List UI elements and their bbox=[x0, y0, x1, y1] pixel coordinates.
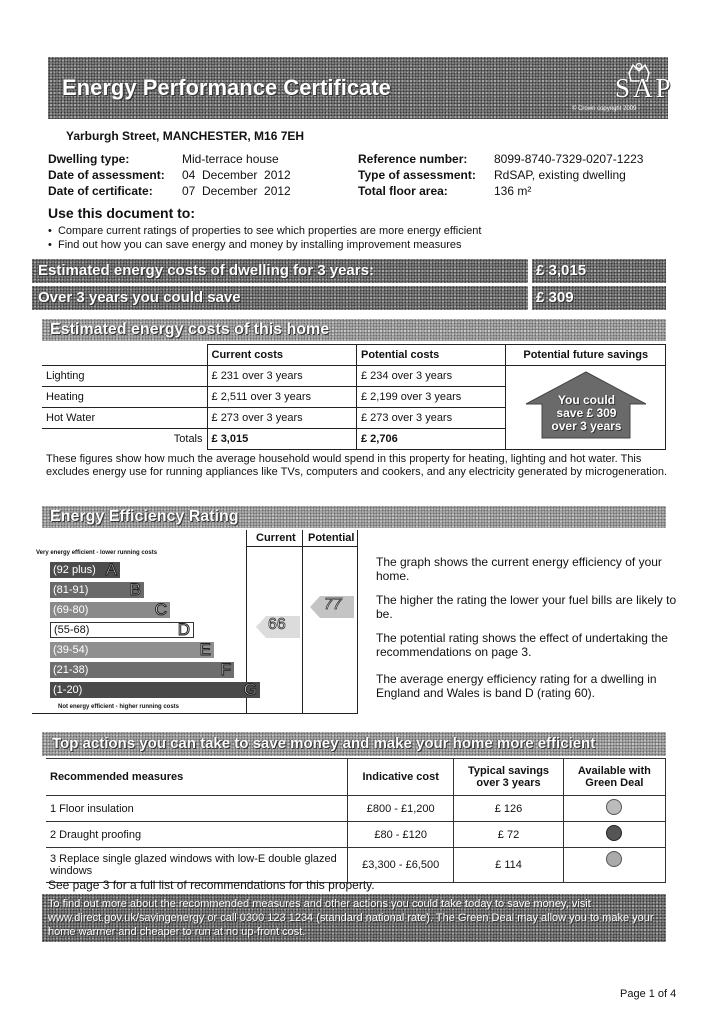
band-b: (81-91) B bbox=[50, 582, 144, 598]
table-row: Hot Water £ 273 over 3 years £ 273 over 3 years bbox=[42, 408, 666, 429]
info-box-text: To find out more about the recommended measures and other actions you could take today to save money, visit www.direct.gov.uk/savingenergy or call 0300 123 1234 (standard national rate). The Green Deal may allow you to make your home warmer and cheaper to run at no up-front cost. bbox=[48, 898, 654, 938]
date-assessment-label: Date of assessment: bbox=[48, 168, 165, 182]
band-container bbox=[50, 560, 257, 704]
band-c: (69-80) C bbox=[50, 602, 170, 618]
col-header-savings: Potential future savings bbox=[506, 345, 666, 366]
current-rating: 66 bbox=[268, 616, 286, 633]
sap-logo-text: SAP bbox=[615, 73, 674, 103]
copyright-text: © Crown copyright 2009 bbox=[572, 106, 637, 112]
page-number: Page 1 of 4 bbox=[620, 988, 677, 1000]
table-row: 1 Floor insulation £800 - £1,200 £ 126 bbox=[46, 796, 666, 822]
col-header-green-deal: Available with Green Deal bbox=[563, 759, 665, 796]
top-note: Very energy efficient - lower running costs bbox=[36, 550, 158, 556]
summary-value-save: £ 309 bbox=[532, 286, 666, 310]
band-f: (21-38) F bbox=[50, 662, 234, 678]
bottom-note: Not energy efficient - higher running costs bbox=[58, 704, 180, 710]
property-address: Yarburgh Street, MANCHESTER, M16 7EH bbox=[66, 129, 305, 143]
col-header-savings: Typical savings over 3 years bbox=[454, 759, 563, 796]
table-row: Heating £ 2,511 over 3 years £ 2,199 over 3 years bbox=[42, 387, 666, 408]
page-title: Energy Performance Certificate bbox=[62, 75, 391, 100]
date-certificate-value: 07 December 2012 bbox=[182, 184, 291, 198]
recommendations-table bbox=[46, 758, 666, 883]
actions-heading-bar bbox=[42, 732, 666, 756]
potential-rating: 77 bbox=[324, 596, 342, 613]
band-e: (39-54) E bbox=[50, 642, 214, 658]
costs-heading-bar bbox=[42, 319, 666, 341]
col-header-current: Current costs bbox=[207, 345, 356, 366]
see-page-note: See page 3 for a full list of recommendations for this property. bbox=[48, 878, 375, 892]
reference-value: 8099-8740-7329-0207-1223 bbox=[494, 152, 644, 166]
savings-house-cell bbox=[506, 366, 666, 450]
efficiency-heading: Energy Efficiency Rating bbox=[50, 508, 239, 525]
date-assessment-value: 04 December 2012 bbox=[182, 168, 291, 182]
col-potential-label: Potential bbox=[308, 532, 355, 544]
floor-area-value: 136 m² bbox=[494, 184, 532, 198]
band-d: (55-68) D bbox=[50, 622, 194, 638]
col-header-measure: Recommended measures bbox=[46, 759, 348, 796]
summary-value-costs: £ 3,015 bbox=[532, 259, 666, 283]
efficiency-para: The higher the rating the lower your fuel bills are likely to be. bbox=[376, 593, 677, 621]
green-deal-icon bbox=[606, 825, 622, 841]
type-assessment-value: RdSAP, existing dwelling bbox=[494, 168, 626, 182]
col-current-label: Current bbox=[256, 532, 296, 544]
costs-table bbox=[42, 344, 666, 450]
green-deal-icon bbox=[606, 851, 622, 867]
dwelling-type-value: Mid-terrace house bbox=[182, 152, 279, 166]
actions-heading: Top actions you can take to save money and make your home more efficient bbox=[52, 735, 596, 752]
summary-bar-save bbox=[32, 286, 528, 310]
table-row: 2 Draught proofing £80 - £120 £ 72 bbox=[46, 822, 666, 848]
header-banner bbox=[48, 57, 674, 119]
dwelling-type-label: Dwelling type: bbox=[48, 152, 130, 166]
totals-row: Totals £ 3,015 £ 2,706 bbox=[42, 429, 666, 450]
table-row: Lighting £ 231 over 3 years £ 234 over 3 years You could save £ 309 over 3 years bbox=[42, 366, 666, 387]
reference-label: Reference number: bbox=[358, 152, 468, 166]
efficiency-para: The potential rating shows the effect of undertaking the recommendations on page 3. bbox=[376, 631, 668, 659]
col-header-cost: Indicative cost bbox=[348, 759, 454, 796]
efficiency-para: The average energy efficiency rating for a dwelling in England and Wales is band D (rating 60). bbox=[376, 672, 657, 700]
band-g: (1-20) G bbox=[50, 682, 260, 698]
efficiency-heading-bar bbox=[42, 506, 666, 528]
green-deal-icon bbox=[606, 799, 622, 815]
band-a: (92 plus) A bbox=[50, 562, 120, 578]
summary-bar-costs bbox=[32, 259, 528, 283]
info-box bbox=[42, 894, 666, 942]
date-certificate-label: Date of certificate: bbox=[48, 184, 153, 198]
col-header-potential: Potential costs bbox=[356, 345, 505, 366]
bullet-icon: • bbox=[48, 225, 58, 237]
bullet-icon: • bbox=[48, 239, 58, 251]
house-text: You could save £ 309 over 3 years bbox=[551, 393, 622, 433]
efficiency-chart bbox=[32, 530, 358, 714]
summary-costs-label: Estimated energy costs of dwelling for 3 years: bbox=[38, 262, 374, 279]
use-doc-bullet: • Find out how you can save energy and money by installing improvement measures bbox=[48, 239, 462, 251]
table-row: 3 Replace single glazed windows with low-E double glazed windows £3,300 - £6,500 £ 114 bbox=[46, 848, 666, 883]
sap-logo bbox=[613, 61, 674, 107]
summary-save-label: Over 3 years you could save bbox=[38, 289, 241, 306]
use-doc-bullet: • Compare current ratings of properties to see which properties are more energy efficient bbox=[48, 225, 482, 237]
efficiency-para: The graph shows the current energy efficiency of your home. bbox=[376, 555, 662, 583]
type-assessment-label: Type of assessment: bbox=[358, 168, 476, 182]
costs-note: These figures show how much the average household would spend in this property for heating, lighting and hot water. This excludes energy use for running appliances like TVs, computers and cookers, and any electricity generated by microgeneration. bbox=[46, 453, 668, 478]
use-doc-heading: Use this document to: bbox=[48, 205, 196, 221]
floor-area-label: Total floor area: bbox=[358, 184, 448, 198]
costs-heading: Estimated energy costs of this home bbox=[50, 321, 330, 338]
